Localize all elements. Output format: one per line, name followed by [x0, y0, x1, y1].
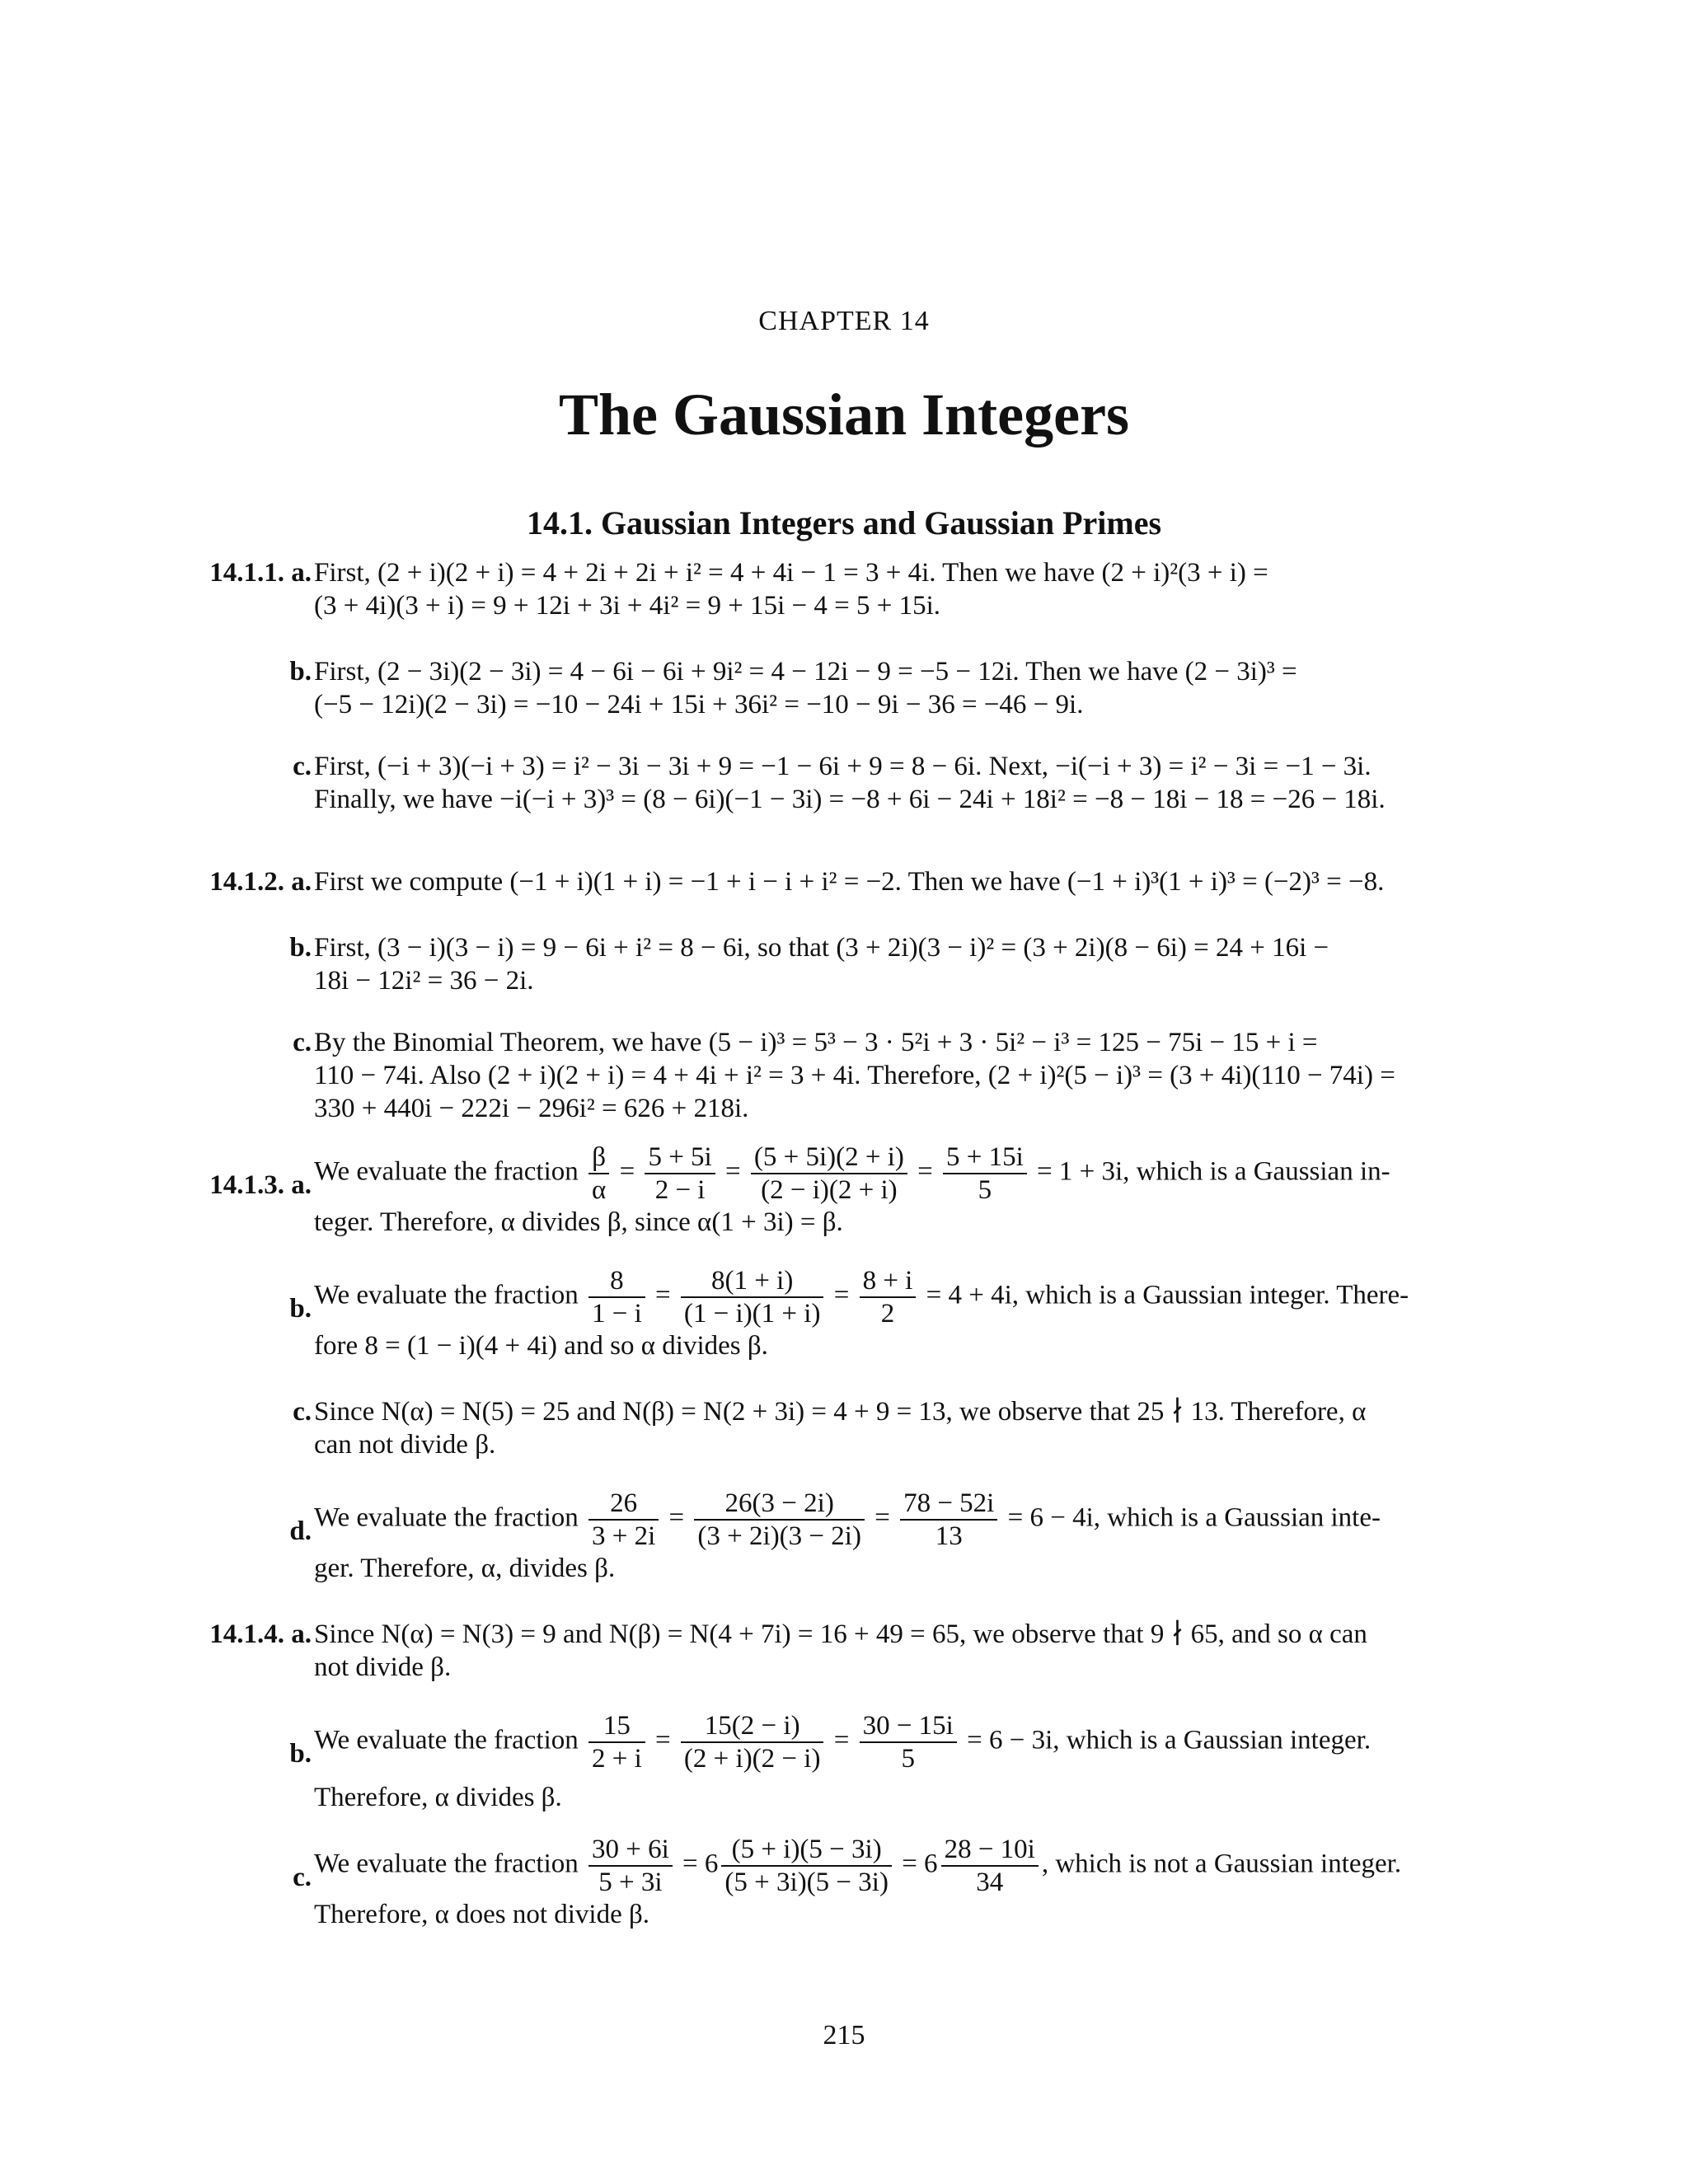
problem-label: c. [293, 1863, 312, 1892]
text-line: First, (2 − 3i)(2 − 3i) = 4 − 6i − 6i + 9i² = 4 − 12i − 9 = −5 − 12i. Then we have (2 − 3i)³ = [314, 657, 1297, 687]
numerator: 5 + 15i [943, 1141, 1027, 1174]
page-number: 215 [823, 2020, 865, 2050]
numerator: 8 + i [860, 1265, 917, 1298]
fraction [588, 1265, 645, 1329]
fraction [751, 1141, 907, 1206]
problem-label: b. [289, 657, 312, 687]
problem-text [314, 1026, 1504, 1125]
tail-text: = 6 − 3i, which is a Gaussian integer. [967, 1725, 1372, 1755]
problem-text [314, 1834, 1504, 1931]
problem-label: b. [289, 1294, 312, 1324]
fraction [588, 1141, 609, 1206]
intro-text: We evaluate the fraction [314, 1725, 579, 1755]
problem-text [314, 931, 1504, 997]
problem-label: 14.1.2. a. [209, 867, 312, 897]
tail-text: = 4 + 4i, which is a Gaussian integer. There- [926, 1280, 1409, 1310]
text-line: 110 − 74i. Also (2 + i)(2 + i) = 4 + 4i + i² = 3 + 4i. Therefore, (2 + i)²(5 − i)³ = (3 + 4i)(110 − 74i) = [314, 1061, 1395, 1090]
problem-text [314, 1710, 1504, 1814]
denominator: 5 [978, 1175, 992, 1205]
text-line: fore 8 = (1 − i)(4 + 4i) and so α divides β. [314, 1331, 768, 1361]
text-line: Since N(α) = N(3) = 9 and N(β) = N(4 + 7i) = 16 + 49 = 65, we observe that 9 ∤ 65, and so α can [314, 1619, 1367, 1649]
text-line: 330 + 440i − 222i − 296i² = 626 + 218i. [314, 1094, 749, 1123]
denominator: 5 [901, 1744, 915, 1774]
problem-text [314, 750, 1504, 816]
numerator: (5 + 5i)(2 + i) [751, 1141, 907, 1174]
equals-text: = 6 [902, 1849, 938, 1879]
problem-text [314, 556, 1504, 622]
intro-text: We evaluate the fraction [314, 1156, 579, 1187]
text-line: (−5 − 12i)(2 − 3i) = −10 − 24i + 15i + 36i² = −10 − 9i − 36 = −46 − 9i. [314, 690, 1084, 719]
problem-label: b. [289, 933, 312, 963]
fraction [588, 1710, 645, 1774]
text-line: Finally, we have −i(−i + 3)³ = (8 − 6i)(−1 − 3i) = −8 + 6i − 24i + 18i² = −8 − 18i − 18 = −26 − 18i. [314, 785, 1386, 814]
denominator: (3 + 2i)(3 − 2i) [697, 1521, 861, 1551]
numerator: 8(1 + i) [681, 1265, 824, 1298]
intro-text: We evaluate the fraction [314, 1502, 579, 1533]
fraction-line [314, 1834, 1504, 1898]
problem-label: 14.1.1. a. [209, 558, 312, 588]
fraction [900, 1488, 997, 1552]
fraction [681, 1710, 824, 1774]
denominator: α [592, 1175, 607, 1205]
text-line: Therefore, α divides β. [314, 1783, 562, 1812]
numerator: 8 [588, 1265, 645, 1298]
denominator: (1 − i)(1 + i) [683, 1299, 821, 1329]
text-line: First, (−i + 3)(−i + 3) = i² − 3i − 3i + 9 = −1 − 6i + 9 = 8 − 6i. Next, −i(−i + 3) = i² − 3i = −1 − 3i. [314, 752, 1372, 781]
numerator: 26 [588, 1488, 659, 1521]
fraction-line: We evaluate the fraction $\frac{26}{3 + 2i}$ = $\frac{26(3 - 2i)}{(3 + 2i)(3 - 2i)}$ = $\frac{78 - 52i}{13}$ = 6 − 4i, which is a Gaussian inte- [314, 1488, 1381, 1551]
text-line: can not divide β. [314, 1430, 496, 1460]
text-line: not divide β. [314, 1652, 452, 1682]
problem-text [314, 1488, 1504, 1585]
problem-label: b. [289, 1739, 312, 1769]
tail-text: = 6 − 4i, which is a Gaussian inte- [1007, 1502, 1381, 1533]
problem-text [314, 1395, 1504, 1461]
fraction-line: We evaluate the fraction $\frac{8}{1 - i}$ = $\frac{8(1 + i)}{(1 - i)(1 + i)}$ = $\frac{8 + i}{2}$ = 4 + 4i, which is a Gaussian integer. There- [314, 1266, 1409, 1329]
problem-label: c. [293, 1028, 312, 1057]
problem-label: c. [293, 1397, 312, 1427]
problem-label: c. [293, 752, 312, 781]
section-title: 14.1. Gaussian Integers and Gaussian Primes [526, 504, 1162, 541]
text-line: Therefore, α does not divide β. [314, 1900, 650, 1929]
text-line: Since N(α) = N(5) = 25 and N(β) = N(2 + 3i) = 4 + 9 = 13, we observe that 25 ∤ 13. Therefore, α [314, 1397, 1367, 1427]
denominator: (2 + i)(2 − i) [683, 1744, 821, 1774]
numerator: β [588, 1141, 609, 1174]
denominator: 2 − i [654, 1175, 706, 1205]
problem-text [314, 655, 1504, 721]
fraction [941, 1834, 1039, 1898]
denominator: 2 + i [592, 1744, 642, 1774]
fraction [588, 1488, 659, 1552]
numerator: 78 − 52i [900, 1488, 997, 1521]
numerator: 15 [588, 1710, 645, 1743]
numerator: 30 − 15i [860, 1710, 957, 1743]
numerator: 5 + 5i [645, 1141, 715, 1174]
numerator: (5 + i)(5 − 3i) [721, 1834, 892, 1867]
tail-text: = 1 + 3i, which is a Gaussian in- [1037, 1156, 1390, 1187]
text-line: ger. Therefore, α, divides β. [314, 1554, 616, 1583]
text-line: teger. Therefore, α divides β, since α(1 + 3i) = β. [314, 1207, 843, 1237]
denominator: (5 + 3i)(5 − 3i) [724, 1868, 889, 1897]
equals-text: = 6 [682, 1849, 719, 1879]
numerator: 26(3 − 2i) [694, 1488, 865, 1521]
denominator: 34 [976, 1868, 1004, 1897]
denominator: 3 + 2i [592, 1521, 656, 1551]
text-line: First, (3 − i)(3 − i) = 9 − 6i + i² = 8 − 6i, so that (3 + 2i)(3 − i)² = (3 + 2i)(8 − 6i) = 24 + 16i − [314, 933, 1329, 963]
fraction [681, 1265, 824, 1329]
text-line: (3 + 4i)(3 + i) = 9 + 12i + 3i + 4i² = 9 + 15i − 4 = 5 + 15i. [314, 591, 940, 621]
chapter-title: The Gaussian Integers [558, 382, 1130, 448]
problem-label: 14.1.3. a. [209, 1170, 312, 1200]
fraction [721, 1834, 892, 1898]
numerator: 15(2 − i) [681, 1710, 824, 1743]
problem-text [314, 865, 1504, 898]
text-line: First we compute (−1 + i)(1 + i) = −1 + i − i + i² = −2. Then we have (−1 + i)³(1 + i)³ = (−2)³ = −8. [314, 867, 1385, 897]
fraction [943, 1141, 1027, 1206]
problem-text [314, 1265, 1504, 1362]
text-line: By the Binomial Theorem, we have (5 − i)³ = 5³ − 3 · 5²i + 3 · 5i² − i³ = 125 − 75i − 15 + i = [314, 1028, 1318, 1057]
denominator: 5 + 3i [598, 1868, 663, 1897]
fraction-line: We evaluate the fraction $\frac{15}{2 + i}$ = $\frac{15(2 - i)}{(2 + i)(2 - i)}$ = $\frac{30 - 15i}{5}$ = 6 − 3i, which is a Gaussian integer. [314, 1711, 1372, 1774]
text-line: 18i − 12i² = 36 − 2i. [314, 966, 534, 996]
problem-text [314, 1141, 1504, 1239]
denominator: 13 [935, 1521, 963, 1551]
denominator: (2 − i)(2 + i) [761, 1175, 898, 1205]
numerator: 28 − 10i [941, 1834, 1039, 1867]
fraction [860, 1710, 957, 1774]
problem-label: d. [289, 1516, 312, 1546]
text-line: First, (2 + i)(2 + i) = 4 + 2i + 2i + i² = 4 + 4i − 1 = 3 + 4i. Then we have (2 + i)²(3 + i) = [314, 558, 1268, 588]
denominator: 1 − i [592, 1299, 642, 1329]
problem-text [314, 1618, 1504, 1684]
chapter-label: CHAPTER 14 [758, 306, 930, 336]
numerator: 30 + 6i [588, 1834, 673, 1867]
fraction [588, 1834, 673, 1898]
fraction [645, 1141, 715, 1206]
intro-text: We evaluate the fraction [314, 1280, 579, 1310]
intro-text: We evaluate the fraction [314, 1849, 579, 1879]
problem-label: 14.1.4. a. [209, 1619, 312, 1649]
tail-text: , which is not a Gaussian integer. [1041, 1849, 1402, 1879]
denominator: 2 [880, 1299, 895, 1329]
fraction [860, 1265, 917, 1329]
fraction-line: We evaluate the fraction $\frac{\beta}{\alpha}$ = $\frac{5 + 5i}{2 - i}$ = $\frac{(5 + 5i)(2 + i)}{(2 - i)(2 + i)}$ = $\frac{5 + 15i}{5}$ = 1 + 3i, which is a Gaussian in- [314, 1142, 1390, 1205]
fraction [694, 1488, 865, 1552]
